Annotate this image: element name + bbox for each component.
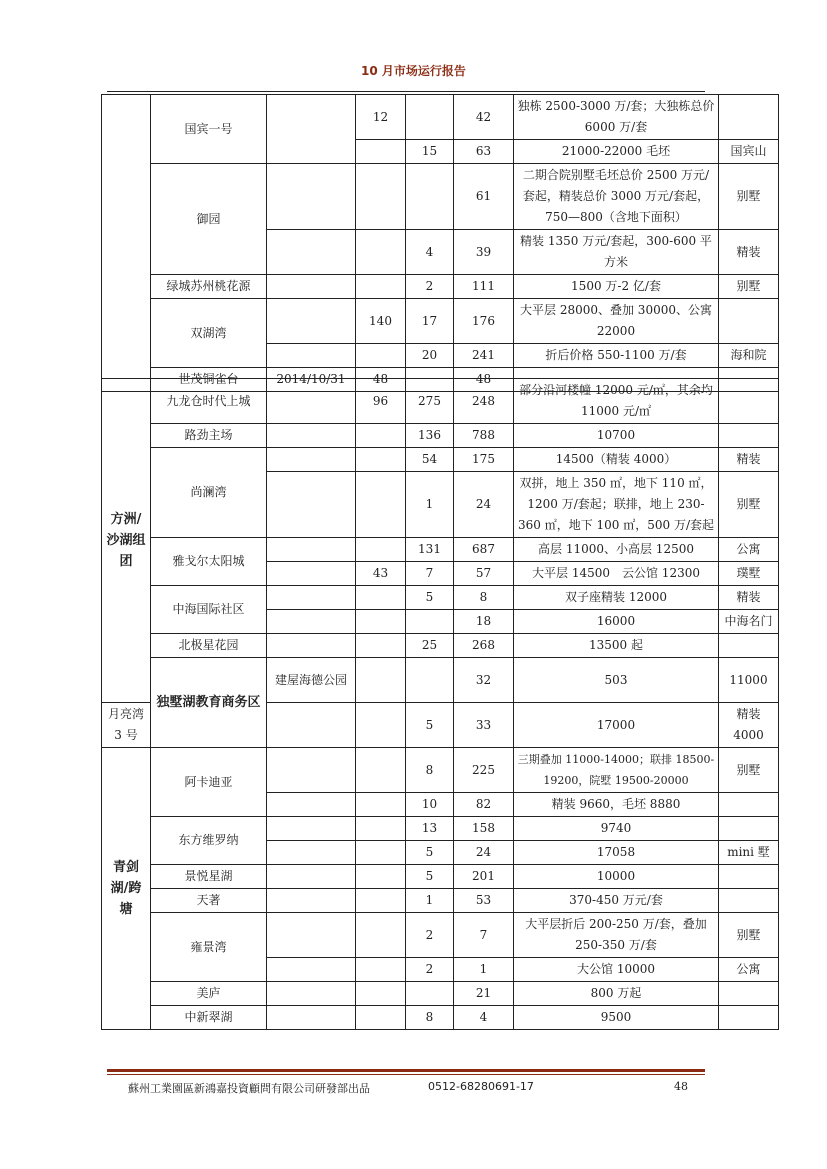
stock-cell: 4 [454,1006,514,1030]
price-cell: 10000 [514,865,719,889]
price-cell: 二期合院别墅毛坯总价 2500 万元/套起，精装总价 3000 万元/套起，750—800（含地下面积） [514,164,719,230]
note-cell: 海和院 [719,344,779,368]
stock-cell: 225 [454,748,514,793]
note-cell [719,817,779,841]
supply-cell: 140 [356,299,406,344]
note-cell [719,379,779,424]
supply-cell [356,793,406,817]
date-cell [267,634,356,658]
supply-cell: 12 [356,95,406,140]
date-cell [267,703,356,748]
deal-cell: 25 [406,634,454,658]
date-cell [267,913,356,958]
supply-cell [356,748,406,793]
stock-cell: 33 [454,703,514,748]
note-cell: 别墅 [719,913,779,958]
footer-phone: 0512-68280691-17 [428,1080,534,1093]
supply-cell [356,634,406,658]
project-name: 北极星花园 [151,634,267,658]
price-cell: 800 万起 [514,982,719,1006]
supply-cell [356,230,406,275]
deal-cell: 1 [406,889,454,913]
supply-cell [356,424,406,448]
date-cell [356,658,406,703]
note-cell: mini 墅 [719,841,779,865]
deal-cell: 15 [406,140,454,164]
price-cell: 17000 [514,703,719,748]
stock-cell: 7 [454,913,514,958]
deal-cell: 8 [406,748,454,793]
stock-cell: 18 [454,610,514,634]
price-cell: 21000-22000 毛坯 [514,140,719,164]
supply-cell [356,817,406,841]
supply-cell: 48 [356,368,406,392]
region-cell: 青剑湖/跨塘 [102,748,151,1030]
stock-cell: 42 [454,95,514,140]
price-cell: 大公馆 10000 [514,958,719,982]
project-name: 双湖湾 [151,299,267,368]
supply-cell [356,140,406,164]
project-name: 雅戈尔太阳城 [151,538,267,586]
supply-cell [356,1006,406,1030]
table-row [102,448,779,472]
price-cell: 13500 起 [514,634,719,658]
note-cell: 别墅 [719,164,779,230]
table-row [102,586,779,610]
note-cell [719,982,779,1006]
date-cell [267,1006,356,1030]
table-row [102,299,779,344]
table-row [102,275,779,299]
supply-cell [356,538,406,562]
date-cell [267,817,356,841]
project-name: 绿城苏州桃花源 [151,275,267,299]
stock-cell: 63 [454,140,514,164]
table-row [102,817,779,841]
date-cell [267,562,356,586]
stock-cell: 687 [454,538,514,562]
project-name: 美庐 [151,982,267,1006]
deal-cell: 4 [406,230,454,275]
table-row [102,748,779,793]
supply-cell [356,472,406,538]
market-table-cont [101,378,779,1030]
deal-cell: 1 [406,472,454,538]
supply-cell [356,275,406,299]
deal-cell: 5 [406,865,454,889]
stock-cell: 176 [454,299,514,344]
price-cell: 11000 [719,658,779,703]
supply-cell [356,958,406,982]
note-cell: 公寓 [719,958,779,982]
price-cell: 精装 9660，毛坯 8880 [514,793,719,817]
stock-cell: 82 [454,793,514,817]
deal-cell: 2 [406,275,454,299]
date-cell [267,748,356,793]
deal-cell: 136 [406,424,454,448]
supply-cell [356,164,406,230]
deal-cell: 10 [406,793,454,817]
date-cell [267,982,356,1006]
deal-cell: 275 [406,379,454,424]
supply-cell [356,982,406,1006]
stock-cell: 248 [454,379,514,424]
supply-cell [356,865,406,889]
supply-cell [356,344,406,368]
project-name: 路劲主场 [151,424,267,448]
date-cell [267,889,356,913]
stock-cell: 503 [514,658,719,703]
stock-cell: 39 [454,230,514,275]
stock-cell: 201 [454,865,514,889]
table-row [102,982,779,1006]
stock-cell: 53 [454,889,514,913]
table-row [102,889,779,913]
supply-cell [356,703,406,748]
note-cell [719,299,779,344]
deal-cell [406,982,454,1006]
date-cell [267,841,356,865]
header-rule [107,91,705,92]
project-name: 国宾一号 [151,95,267,164]
table-row [102,424,779,448]
supply-cell [356,889,406,913]
note-cell: 精装 [719,586,779,610]
note-cell: 精装 [719,448,779,472]
date-cell [267,865,356,889]
region-cell [102,95,151,392]
deal-cell: 8 [406,1006,454,1030]
table-row [102,538,779,562]
footer-rule [107,1069,705,1072]
supply-cell [356,913,406,958]
project-name: 雍景湾 [151,913,267,982]
deal-cell: 54 [406,448,454,472]
date-cell [267,95,356,164]
project-name: 世茂铜雀台 [151,368,267,392]
stock-cell: 48 [454,368,514,392]
deal-cell [406,164,454,230]
supply-cell: 96 [356,379,406,424]
note-cell: 国宾山 [719,140,779,164]
supply-cell [356,448,406,472]
stock-cell: 8 [454,586,514,610]
price-cell: 独栋 2500-3000 万/套；大独栋总价 6000 万/套 [514,95,719,140]
deal-cell: 2 [406,913,454,958]
region-cell: 方洲/沙湖组团 [102,379,151,703]
note-cell [719,634,779,658]
note-cell: 中海名门 [719,610,779,634]
stock-cell: 24 [454,841,514,865]
deal-cell [406,95,454,140]
price-cell: 双子座精装 12000 [514,586,719,610]
date-cell [267,538,356,562]
date-cell [267,586,356,610]
note-cell [719,1006,779,1030]
date-cell [267,299,356,344]
price-cell: 双拼，地上 350 ㎡，地下 110 ㎡，1200 万/套起；联排，地上 230-360 ㎡，地下 100 ㎡，500 万/套起 [514,472,719,538]
supply-cell [406,658,454,703]
stock-cell: 61 [454,164,514,230]
date-cell [267,793,356,817]
table-row [102,634,779,658]
stock-cell: 268 [454,634,514,658]
deal-cell: 17 [406,299,454,344]
stock-cell: 241 [454,344,514,368]
region-cell: 独墅湖教育商务区 [151,658,267,748]
note-cell [719,889,779,913]
date-cell [267,164,356,230]
page-number: 48 [674,1080,688,1093]
supply-cell [356,610,406,634]
deal-cell: 5 [406,841,454,865]
project-name: 景悦星湖 [151,865,267,889]
deal-cell: 13 [406,817,454,841]
price-cell: 17058 [514,841,719,865]
page-header: 10 月市场运行报告 [361,64,466,78]
date-cell [267,344,356,368]
deal-cell: 20 [406,344,454,368]
table-row [102,1006,779,1030]
note-cell: 别墅 [719,472,779,538]
project-name: 建屋海德公园 [267,658,356,703]
deal-cell: 32 [454,658,514,703]
date-cell [267,230,356,275]
project-name: 尚澜湾 [151,448,267,538]
project-name: 月亮湾 3 号 [102,703,151,748]
note-cell: 公寓 [719,538,779,562]
date-cell [267,958,356,982]
price-cell: 370-450 万元/套 [514,889,719,913]
deal-cell: 2 [406,958,454,982]
note-cell [719,865,779,889]
date-cell [267,448,356,472]
price-cell: 三期叠加 11000-14000；联排 18500-19200，院墅 19500-20000 [514,748,719,793]
table-row [102,164,779,230]
deal-cell [406,610,454,634]
price-cell: 9500 [514,1006,719,1030]
note-cell: 璞墅 [719,562,779,586]
note-cell [719,793,779,817]
stock-cell: 788 [454,424,514,448]
footer-rule-thin [107,1074,705,1075]
table-row [102,865,779,889]
date-cell [267,472,356,538]
supply-cell: 43 [356,562,406,586]
table-row [102,658,779,703]
project-name: 中海国际社区 [151,586,267,634]
price-cell: 大平层 14500 云公馆 12300 [514,562,719,586]
date-cell [267,275,356,299]
date-cell: 2014/10/31 [267,368,356,392]
note-cell: 精装4000 [719,703,779,748]
stock-cell: 24 [454,472,514,538]
note-cell [719,424,779,448]
table-row [102,913,779,958]
stock-cell: 21 [454,982,514,1006]
note-cell: 别墅 [719,275,779,299]
project-name: 阿卡迪亚 [151,748,267,817]
price-cell: 9740 [514,817,719,841]
price-cell: 大平层折后 200-250 万/套，叠加 250-350 万/套 [514,913,719,958]
price-cell: 10700 [514,424,719,448]
price-cell: 折后价格 550-1100 万/套 [514,344,719,368]
deal-cell: 5 [406,586,454,610]
deal-cell: 5 [406,703,454,748]
price-cell: 16000 [514,610,719,634]
price-cell: 精装 1350 万元/套起，300-600 平方米 [514,230,719,275]
project-name: 天著 [151,889,267,913]
table-row [102,95,779,140]
deal-cell: 131 [406,538,454,562]
market-table [101,94,779,392]
supply-cell [356,841,406,865]
project-name: 东方维罗纳 [151,817,267,865]
project-name: 九龙仓时代上城 [151,379,267,424]
stock-cell: 111 [454,275,514,299]
price-cell: 高层 11000、小高层 12500 [514,538,719,562]
footer-company: 蘇州工業園區新鴻嘉投資顧問有限公司研發部出品 [128,1082,370,1095]
stock-cell: 1 [454,958,514,982]
project-name: 御园 [151,164,267,275]
price-cell: 1500 万-2 亿/套 [514,275,719,299]
date-cell [267,610,356,634]
stock-cell: 57 [454,562,514,586]
deal-cell: 7 [406,562,454,586]
supply-cell [356,586,406,610]
price-cell: 部分沿河楼幢 12000 元/㎡，其余均 11000 元/㎡ [514,379,719,424]
date-cell [267,424,356,448]
note-cell [719,95,779,140]
date-cell [267,379,356,424]
note-cell: 别墅 [719,748,779,793]
note-cell: 精装 [719,230,779,275]
stock-cell: 175 [454,448,514,472]
project-name: 中新翠湖 [151,1006,267,1030]
price-cell: 大平层 28000、叠加 30000、公寓 22000 [514,299,719,344]
stock-cell: 158 [454,817,514,841]
table-row [102,379,779,424]
price-cell: 14500（精装 4000） [514,448,719,472]
